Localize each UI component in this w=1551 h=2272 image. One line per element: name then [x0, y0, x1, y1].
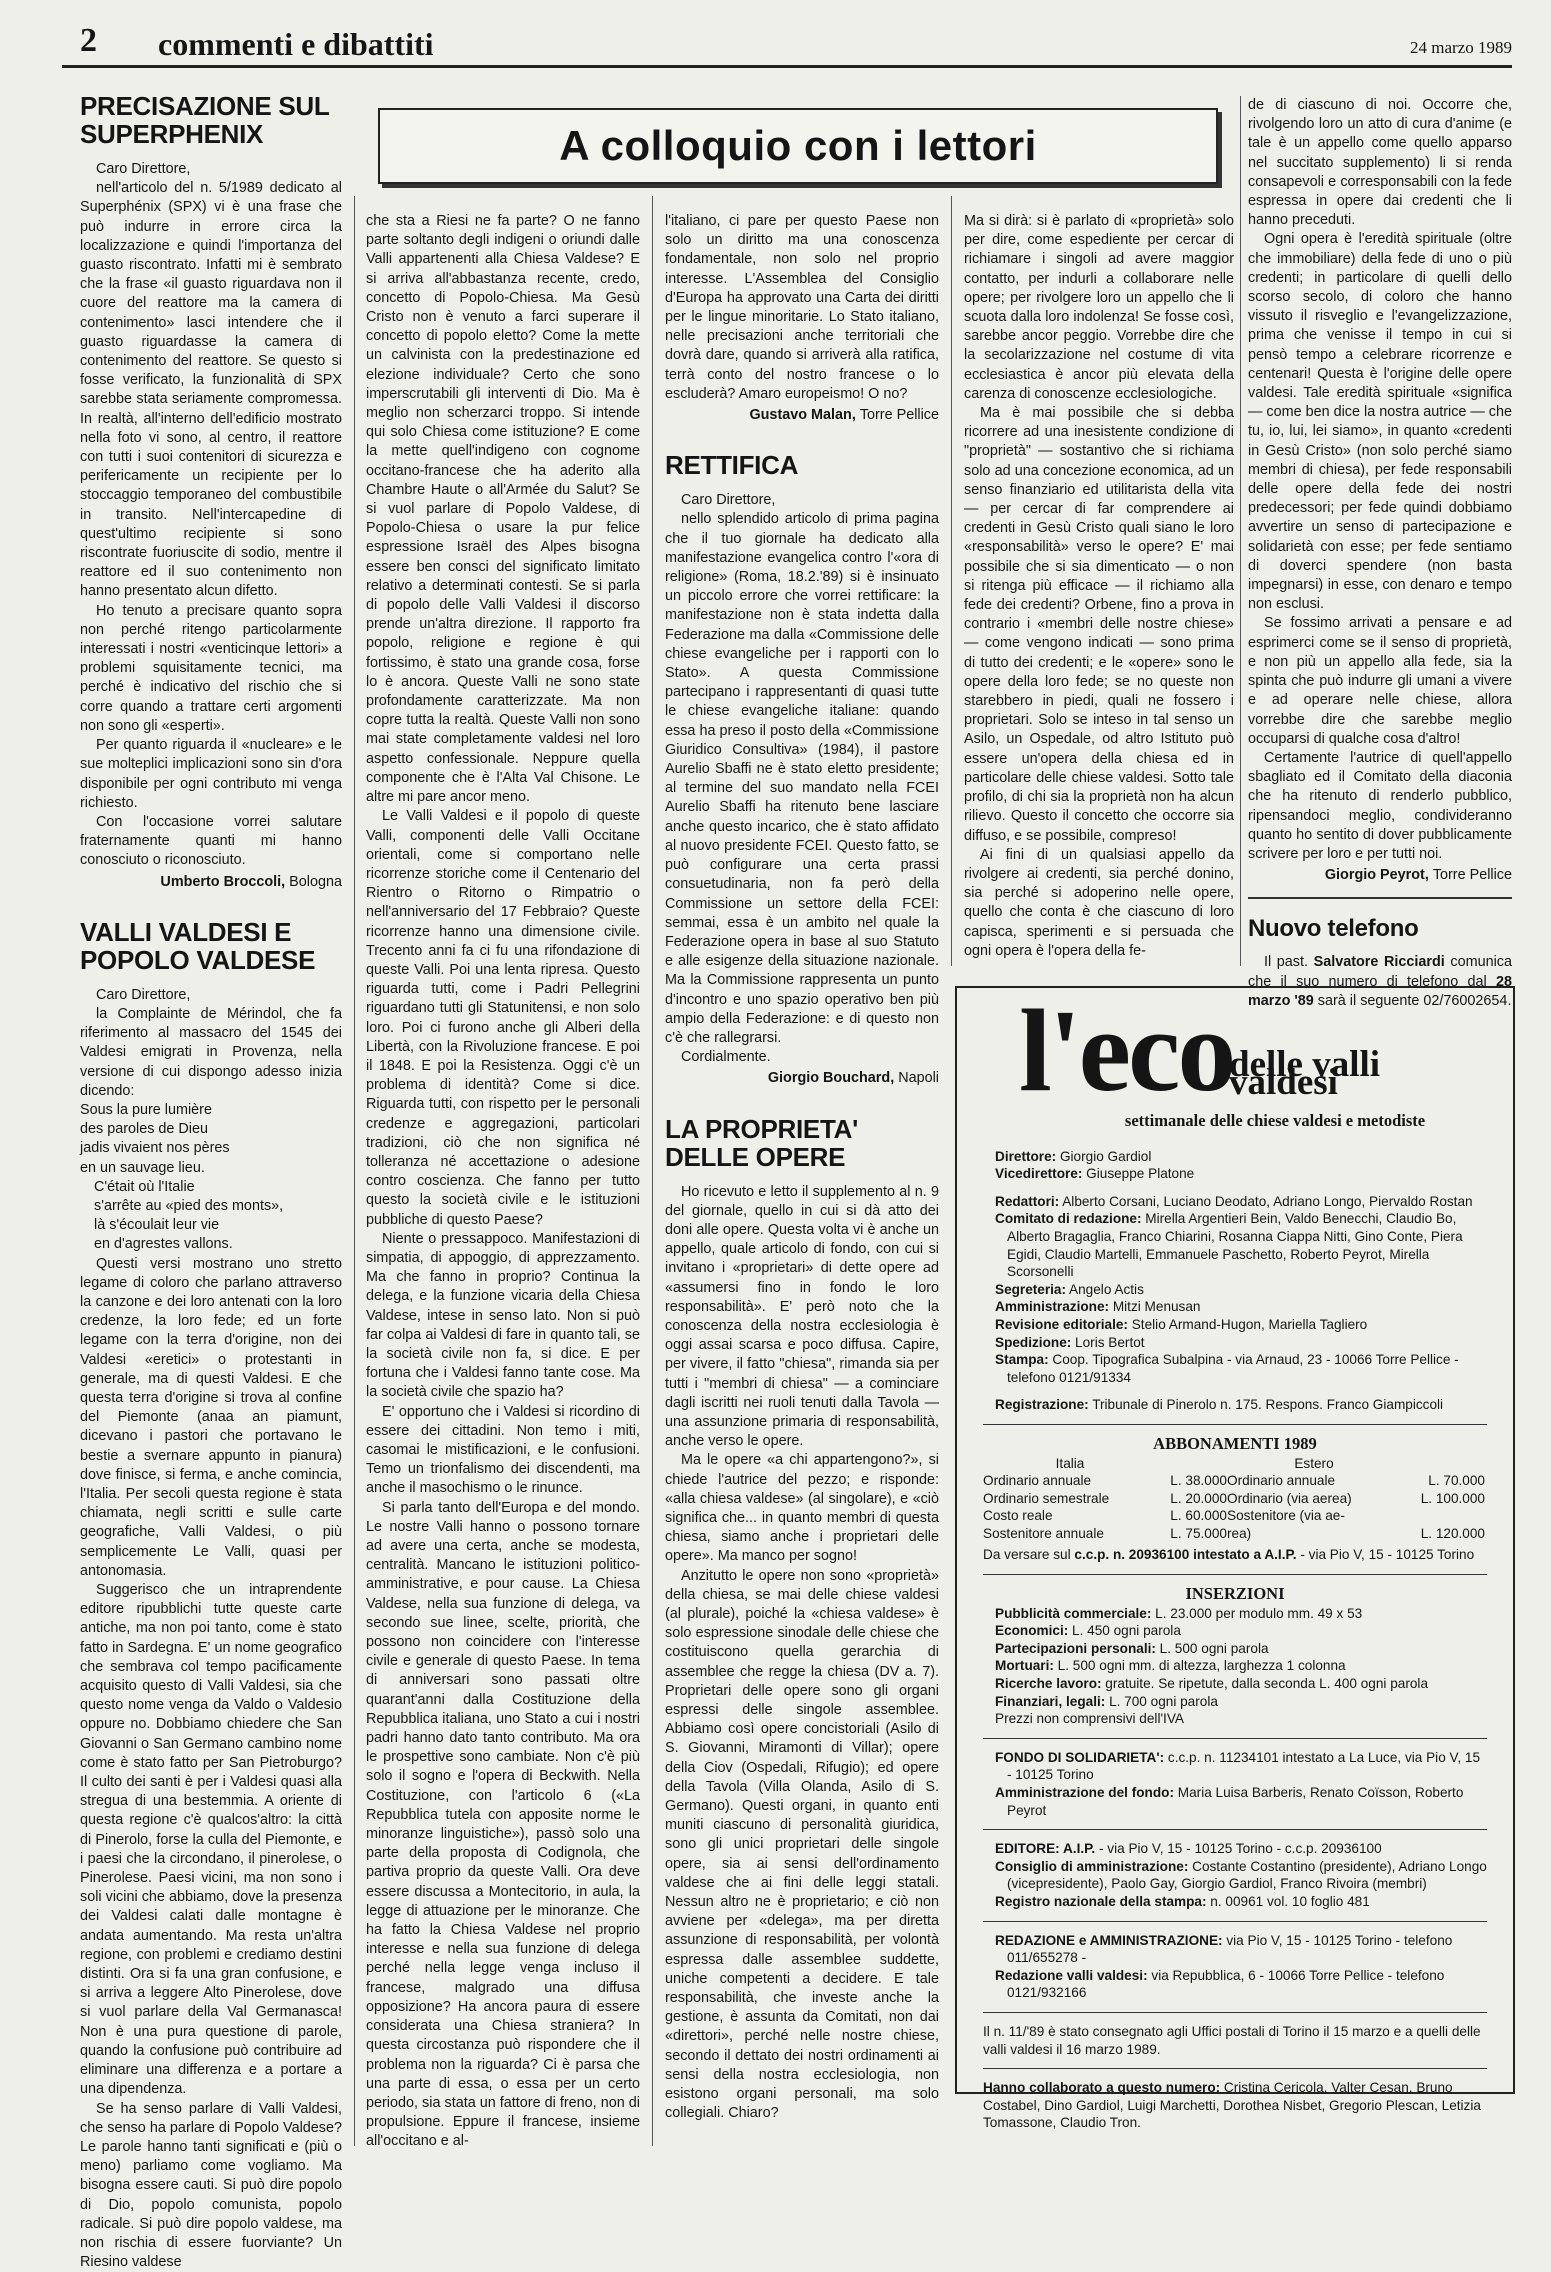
divider: [983, 1424, 1487, 1425]
info-value: via Pio V, 15 - 10125 Torino - telefono 011/655278 -: [1007, 1933, 1452, 1966]
subscription-cell: Sostenitore annuale: [983, 1525, 1157, 1543]
info-label: Vicedirettore:: [995, 1166, 1082, 1181]
article-body-valli-continued: [366, 212, 640, 2152]
paragraph: Le Valli Valdesi e il popolo di queste Valli, componenti delle Valli Occitane orientali, come si comportano nelle ricorrenze storiche come il Centenario del Rientro o Ritorno o Rimpatrio o nell'anniversario del 17 Febbraio? Queste ricorrenze hanno una dimensione civile. Trecento anni fa ci fu una rifondazione di queste Valli. Poi una lenta ripresa. Questo riguarda tutti, come i Padri Pellegrini riguardano tutti gli Statunitensi, e non solo loro. Poi ci furono anche gli Alberi della Libertà, con la Rivoluzione francese. E poi il 1848. E poi la Resistenza. Oggi c'è un problema di identità? Come si dice. Riguarda tutti, con rispetto per le personali credenze e aggregazioni, particolari tradizioni, ciò che non significa né tolleranza né accettazione o adesione contro coscienza. Che fanno per tutto questo la società civile e le istituzioni pubbliche di questo Paese?: [366, 807, 640, 1229]
paragraph: Suggerisco che un intraprendente editore ripubblichi tutte queste carte antiche, ma non poi tanto, come è stato fatto in Sardegna. E' un nome geografico che sembrava col tempo pacificamente acquisito questo di Valli Valdesi, sia che questo nome venga da Valdo o Valdesio oppure no. Dobbiamo chiedere che San Giovanni o San Germano cambino nome come è stato fatto per San Pietroburgo? Il culto dei santi è per i Valdesi quasi alla stregua di una bestemmia. A oriente di questa regione c'è qualcos'altro: la città di Pinerolo, forse la culla del Piemonte, e i paesi che la circondano, il pinerolese, o Pinerolese. Paesi vicini, ma non sono i soli vicini che abbiamo, dove la presenza dei Valdesi calati dalle montagne è andata aumentando. Ma resta un'altra regione, con problemi e crediamo destini distinti. Ora si fa una gran confusione, e si arriva a leggere Alto Pinerolese, dove si vuol parlare della Val Germanasca! Non è una pura questione di parole, quando la confusione può contribuire ad eliminare una differenza e a portare a una dipendenza.: [80, 1581, 342, 2099]
poem-line: en d'agrestes vallons.: [80, 1235, 342, 1254]
info-row: [995, 1210, 1487, 1280]
subscription-cell: L. 100.000: [1401, 1490, 1485, 1508]
subscription-cell: Ordinario annuale: [983, 1472, 1157, 1490]
info-value: Prezzi non comprensivi dell'IVA: [995, 1711, 1184, 1726]
paragraph: Si parla tanto dell'Europa e del mondo. Le nostre Valli hanno o possono tornare ad avere una certa, anche se modesta, centralità. Mancano le istituzioni politico-amministrative, e pour cause. La Chiesa Valdese, nella sua funzione di delega, va secondo sue linee, scelte, priorità, che possono non coincidere con l'interesse civile e generale di questo Paese. In tema di anniversari sono passati oltre quarant'anni dalla Costituzione della Repubblica italiana, uno Stato a cui i nostri padri hanno dato tanto contributo. Ma ora le prospettive sono cambiate. Non c'è più solo il sogno e l'opera di Beckwith. Nella Costituzione, con l'articolo 6 («La Repubblica tutela con apposite norme le minoranze linguistiche»), passò solo una parte della proposta di Codignola, che partiva proprio da queste Valli. Ora deve essere discussa a Montecitorio, in aula, la legge di attuazione per le minoranze. Che ha fatto la Chiesa Valdese nel proprio interesse e nella sua funzione di delega perché nella legge venga incluso il francese, malgrado una diffusa opposizione? Ha ancora paura di essere considerata una Chiesa straniera? In questa circostanza può rispondere che il problema non la riguarda? Ci è parsa che una parte di essa, o essa per un certo periodo, sia stata un fattore di freno, non di propulsione. Eppure il francese, insieme all'occitano e al-: [366, 1499, 640, 2152]
article-body-proprieta-continued: [964, 212, 1234, 961]
abbonamenti-title: ABBONAMENTI 1989: [983, 1435, 1487, 1453]
telefono-text: sarà il seguente 02/76002654.: [1314, 993, 1512, 1009]
signature-place: Napoli: [898, 1070, 939, 1086]
subscription-table: [983, 1455, 1487, 1543]
info-value: Maria Luisa Barberis, Renato Coïsson, Roberto Peyrot: [1007, 1785, 1463, 1818]
salutation: Caro Direttore,: [80, 160, 342, 179]
signature: Giorgio Bouchard, Napoli: [665, 1069, 939, 1088]
logo-main: l'eco: [1019, 992, 1233, 1110]
fondo-info: [983, 1749, 1487, 1819]
info-row: [995, 1165, 1487, 1183]
poem-line: en un sauvage lieu.: [80, 1159, 342, 1178]
info-label: Registro nazionale della stampa:: [995, 1894, 1207, 1909]
article-title-rettifica: RETTIFICA: [665, 451, 939, 479]
paragraph: Niente o pressappoco. Manifestazioni di simpatia, di appoggio, di apprezzamento. Ma che fanno in proprio? Continua la delega, e la funzione vicaria della Chiesa Valdese, intese in senso lato. Non si può far colpa ai Valdesi di fare in quanto tali, se la società civile non fa, si dice. E per fortuna che i Valdesi fanno tante cose. Ma la società civile che spazio ha?: [366, 1230, 640, 1403]
subscription-cell: Costo reale: [983, 1507, 1157, 1525]
info-value: Coop. Tipografica Subalpina - via Arnaud, 23 - 10066 Torre Pellice - telefono 0121/91334: [1007, 1352, 1459, 1385]
divider: [983, 1829, 1487, 1830]
info-label: Partecipazioni personali:: [995, 1641, 1156, 1656]
salutation: Caro Direttore,: [80, 986, 342, 1005]
issue-date: 24 marzo 1989: [1410, 38, 1512, 58]
collaborators-list: Cristina Cericola, Valter Cesan, Bruno Costabel, Dino Gardiol, Luigi Marchetti, Dorothea Nisbet, Gregorio Plescan, Letizia Tomassone, Claudio Tron.: [983, 2080, 1481, 2130]
article-body-valli-end: [665, 212, 939, 404]
info-row: [995, 1675, 1487, 1693]
subscription-cell: Sostenitore (via ae-: [1227, 1507, 1401, 1525]
article-body-proprieta: [665, 1183, 939, 2124]
info-label: Mortuari:: [995, 1658, 1054, 1673]
info-row: [995, 1657, 1487, 1675]
signature-place: Torre Pellice: [860, 407, 939, 423]
paragraph: Per quanto riguarda il «nucleare» e le sue molteplici implicazioni sono sin d'ora disponibile per ogni contributo mi venga richiesto.: [80, 736, 342, 813]
collaborators-label: Hanno collaborato a questo numero:: [983, 2080, 1220, 2095]
payment-info: [983, 1546, 1487, 1564]
paragraph: Ho ricevuto e letto il supplemento al n. 9 del giornale, quello in cui si dà atto dei doni alle opere. Questa volta vi è anche un appello, quale articolo di fondo, con cui si invitano i «proprietari» di dette opere ad «assumersi fino in fondo le loro responsabilità». E' però noto che la conoscenza della nostra ecclesiologia è oggi assai scarsa e poco diffusa. Capire, per vivere, il fatto "chiesa", rimanda sia per tutti i "membri di chiesa" — a cominciare dagli iscritti nei ruoli tenuti dalla Tavola — una assunzione primaria di responsabilità, anche verso le opere.: [665, 1183, 939, 1452]
rubric-title: A colloquio con i lettori: [559, 122, 1037, 170]
paragraph: Cordialmente.: [665, 1048, 939, 1067]
signature: Giorgio Peyrot, Torre Pellice: [1248, 866, 1512, 885]
salutation: Caro Direttore,: [665, 491, 939, 510]
column-4: [964, 212, 1234, 964]
page-header: [62, 22, 1512, 68]
subscription-cell: L. 75.000: [1157, 1525, 1227, 1543]
divider: [983, 1921, 1487, 1922]
info-label: Redattori:: [995, 1194, 1059, 1209]
subscription-cell: L. 70.000: [1401, 1472, 1485, 1490]
paragraph: l'italiano, ci pare per questo Paese non solo un diritto ma una conoscenza fondamentale, non solo nel proprio interesse. L'Assemblea del Consiglio d'Europa ha approvato una Carta dei diritti per le lingue minoritarie. Lo Stato italiano, nelle precisazioni anche territoriali che dovrà dare, quando si arriverà alla ratifica, terrà conto del nostro francese o lo escluderà? Amaro europeismo! O no?: [665, 212, 939, 404]
article-body-rettifica: [665, 510, 939, 1067]
info-row: [995, 1316, 1487, 1334]
info-row: [995, 1858, 1487, 1893]
info-value: via Repubblica, 6 - 10066 Torre Pellice - telefono 0121/932166: [1007, 1968, 1444, 2001]
article-body-superphenix: [80, 179, 342, 870]
paragraph: de di ciascuno di noi. Occorre che, rivolgendo loro un atto di cura d'anime (e tale è un appello come quello apparso nel succitato supplemento) li si renda consapevoli e corresponsabili con la fede espressa in opere dai credenti che li hanno preceduti.: [1248, 96, 1512, 230]
ads-rates: [983, 1605, 1487, 1728]
collaborators: [983, 2079, 1487, 2132]
info-value: gratuite. Se ripetute, dalla seconda L. 400 ogni parola: [1102, 1676, 1428, 1691]
subscription-cell: Ordinario (via aerea): [1227, 1490, 1401, 1508]
column-5: [1248, 96, 1512, 964]
info-value: Costante Costantino (presidente), Adriano Longo (vicepresidente), Paolo Gay, Giorgio Gardiol, Franco Rivoira (membri): [1007, 1859, 1487, 1892]
divider: [983, 1574, 1487, 1575]
article-title-proprieta: LA PROPRIETA' DELLE OPERE: [665, 1115, 939, 1171]
info-label: Stampa:: [995, 1352, 1049, 1367]
info-value: Tribunale di Pinerolo n. 175. Respons. Franco Giampiccoli: [1089, 1397, 1443, 1412]
info-row: [995, 1622, 1487, 1640]
info-row: [995, 1932, 1487, 1967]
paragraph: che sta a Riesi ne fa parte? O ne fanno parte soltanto degli indigeni o oriundi dalle Valli appartenenti alla Chiesa Valdese? E si arriva all'abbastanza recente, credo, concetto di Popolo-Chiesa. Ma Gesù Cristo non è venuto a farci superare il concetto di popolo eletto? Come la mette un calvinista con la predestinazione ed elezione individuale? Certo che sono imperscrutabili gli interventi di Dio. Ma è meglio non scherzarci troppo. Si intende qui solo Chiesa come istituzione? E come la mette quell'indigeno con cognome occitano-francese che ha aderito alla Chambre Haute o all'Armée du Salut? Se si vuol parlare di Popolo Valdese, di Popolo-Chiesa o usare la pur felice espressione Israël des Alpes bisogna essere ben consci del significato limitato relativo a determinati contesti. Se si parla di popolo delle Valli Valdesi il discorso prende un'altra direzione. Il rapporto fra popolo, religione e regione è qui fortissimo, è stato una grande cosa, forse lo è ancora. Queste Valli ne sono state profondamente caratterizzate. Ma non copre tutta la realtà. Queste Valli non sono mai state completamente valdesi nel loro aspetto confessionale. Neppure quella componente che è l'Alta Val Chisone. Le altre mi pare ancor meno.: [366, 212, 640, 807]
info-row: [995, 1893, 1487, 1911]
poem-line: là s'écoulait leur vie: [80, 1216, 342, 1235]
column-rule: [1240, 96, 1241, 966]
newspaper-logo: [983, 998, 1487, 1110]
divider: [983, 1738, 1487, 1739]
poem-line: Sous la pure lumière: [80, 1101, 342, 1120]
signature-name: Gustavo Malan: [749, 407, 851, 423]
info-value: Angelo Actis: [1066, 1282, 1144, 1297]
column-rule: [652, 196, 653, 2146]
article-intro: la Complainte de Mérindol, che fa riferimento al massacro del 1545 dei Valdesi emigrati in Provenza, nella versione di cui dispongo adesso inizia dicendo:: [80, 1005, 342, 1101]
info-value: L. 500 ogni parola: [1156, 1641, 1269, 1656]
paragraph: nell'articolo del n. 5/1989 dedicato al Superphénix (SPX) vi è una frase che può indurre in errore circa la localizzazione e quindi l'importanza del guasto riscontrato. Infatti mi è sembrato che la frase «il guasto riguardava non il cuore del reattore ma la camera di contenimento» lasci intendere che il guasto riguardasse la camera di contenimento del reattore. Se questo si fosse verificato, la funzionalità di SPX sarebbe stata seriamente compromessa. In realtà, all'interno dell'edificio mostrato nella foto vi sono, al centro, il reattore con tutti i suoi contenitori di sicurezza e perifericamente un recipiente per lo stoccaggio temporaneo del combustibile in transito. Nell'intercapedine di quest'ultimo recipiente si sono riscontrate fuoriuscite di sodio, mentre il reattore ed il suo contenimento non hanno presentato alcun difetto.: [80, 179, 342, 601]
info-value: Mitzi Menusan: [1109, 1299, 1200, 1314]
info-label: Redazione valli valdesi:: [995, 1968, 1148, 1983]
info-label: Finanziari, legali:: [995, 1694, 1105, 1709]
info-value: L. 450 ogni parola: [1068, 1623, 1181, 1638]
info-row: [995, 1351, 1487, 1386]
info-label: Pubblicità commerciale:: [995, 1606, 1151, 1621]
info-value: - via Pio V, 15 - 10125 Torino - c.c.p. 20936100: [1095, 1841, 1381, 1856]
info-label: Revisione editoriale:: [995, 1317, 1128, 1332]
info-row: [995, 1298, 1487, 1316]
info-value: L. 23.000 per modulo mm. 49 x 53: [1151, 1606, 1362, 1621]
info-label: Economici:: [995, 1623, 1068, 1638]
subscription-cell: [1401, 1507, 1485, 1525]
info-value: Giorgio Gardiol: [1056, 1149, 1151, 1164]
subscription-header: Estero: [1227, 1455, 1401, 1473]
subscription-cell: Ordinario annuale: [1227, 1472, 1401, 1490]
info-value: Loris Bertot: [1071, 1335, 1144, 1350]
signature-place: Bologna: [289, 874, 342, 890]
info-label: Comitato di redazione:: [995, 1211, 1142, 1226]
paragraph: Ho tenuto a precisare quanto sopra non perché ritengo particolarmente interessati i nostri «venticinque lettori» a problemi squisitamente tecnici, ma perché è indicativo del rischio che si corre quando a trattare certi argomenti non sono gli «esperti».: [80, 602, 342, 736]
info-row: [995, 1840, 1487, 1858]
info-label: Segreteria:: [995, 1282, 1066, 1297]
staff-list: [983, 1148, 1487, 1414]
editore-info: [983, 1840, 1487, 1910]
posting-notice: Il n. 11/'89 è stato consegnato agli Uffici postali di Torino il 15 marzo e a quelli delle valli valdesi il 16 marzo 1989.: [983, 2023, 1487, 2058]
paragraph: Anzitutto le opere non sono «proprietà» della chiesa, se mai delle chiese valdesi (al plurale), poiché la «chiesa valdese» è solo espressione sinodale delle chiese che costituiscono quella gerarchia di assemblee che regge la chiesa (DV a. 7). Proprietari delle opere sono gli organi espressi delle singole assemblee. Abbiamo così opere concistoriali (Asilo di S. Giovanni, Miramonti di Villar); opere della Ciov (Ospedali, Rifugio); ed opere della Tavola (Villa Olanda, Asilo di S. Germano). Questi organi, in quanto enti muniti ciascuno di personalità giuridica, sono gli unici proprietari delle singole opere, sia ai sensi dell'ordinamento valdese che ai fini delle leggi statali. Nessun altro ne è proprietario; e ciò non avviene per «delega», ma per diretta assunzione di responsabilità, per volontà espressa dalle assemblee suddette, uniche competenti a decidere. E tale responsabilità, che investe anche la gestione, è assunta da Comitati, non dai «direttori», perché nelle nostre chiese, secondo il dettato dei nostri ordinamenti ai sensi della nostra ecclesiologia, non esistono organi personali, ma solo collegiali. Chiaro?: [665, 1567, 939, 2124]
column-rule: [951, 196, 952, 966]
info-label: Direttore:: [995, 1149, 1056, 1164]
signature-place: Torre Pellice: [1433, 867, 1512, 883]
subscription-header: Italia: [983, 1455, 1157, 1473]
info-row: [995, 1148, 1487, 1166]
info-label: FONDO DI SOLIDARIETA':: [995, 1750, 1164, 1765]
column-1: [80, 92, 342, 2147]
paragraph: Ogni opera è l'eredità spirituale (oltre che immobiliare) della fede di uno o più credenti; in particolare di quelli dello scorso secolo, di coloro che hanno vissuto il risveglio e l'evangelizzazione, prima che venisse il tempo in cui si pensò tempo a celebrare ricorrenze e centenari! Questa è l'origine delle opere valdesi. Tale eredità spirituale «significa — come ben dice la nostra autrice — che tu, io, lui, lei siamo», in quanto «credenti in Gesù Cristo» (non solo perché siamo membri di chiesa), per fede responsabili delle opere della fede dei nostri predecessori; per fede quindi dobbiamo avvertire un senso di partecipazione e solidarietà con esse; per fede sentiamo di doverci spendere (non basta impegnarsi) in esse, con denaro e tempo non esclusi.: [1248, 230, 1512, 614]
info-row: [995, 1784, 1487, 1819]
subscription-cell: L. 120.000: [1401, 1525, 1485, 1543]
telefono-name: Salvatore Ricciardi: [1314, 954, 1445, 970]
payment-text: - via Pio V, 15 - 10125 Torino: [1297, 1547, 1475, 1562]
tagline: settimanale delle chiese valdesi e metodiste: [1063, 1112, 1487, 1130]
signature-name: Giorgio Bouchard: [768, 1070, 890, 1086]
poem-line: C'était où l'Italie: [80, 1178, 342, 1197]
paragraph: E' opportuno che i Valdesi si ricordino di essere dei cittadini. Non temo i miti, casomai le mistificazioni, e le confusioni. Temo un trionfalismo dei discendenti, ma anche il masochismo o le rinunce.: [366, 1403, 640, 1499]
payment-text: Da versare sul: [983, 1547, 1074, 1562]
info-row: [995, 1334, 1487, 1352]
info-label: Consiglio di amministrazione:: [995, 1859, 1188, 1874]
info-label: Spedizione:: [995, 1335, 1071, 1350]
paragraph: Ai fini di un qualsiasi appello da rivolgere ai credenti, sia perché donino, sia perché si adoperino nelle opere, quello che conta è che ciascuno di loro capisca, sperimenti e si persuada che ogni opera è l'opera della fe-: [964, 846, 1234, 961]
paragraph: nello splendido articolo di prima pagina che il tuo giornale ha dedicato alla manifestazione evangelica contro l'«ora di religione» (Roma, 18.2.'89) si è insinuato un piccolo errore che vorrei rettificare: la manifestazione non è stata indetta dalla Federazione ma dalla «Commissione delle chiese evangeliche per i rapporti con lo Stato». A questa Commissione partecipano i rappresentanti di quasi tutte le chiese evangeliche italiane: quando essa ha preso il posto della «Commissione Giuridico Consultiva» (1984), il pastore Aurelio Sbaffi ne è stato eletto presidente; al termine del suo mandato nella FCEI Aurelio Sbaffi ha ritenuto bene lasciare anche questo incarico, che è stato affidato al nuovo presidente FCEI. Questo fatto, se può configurare una certa prassi consuetudinaria, non fa però della Commissione un settore della FCEI: semmai, essa è un ambito nel quale la Federazione opera in base al suo Statuto e alle esigenze della situazione nazionale. Ma la Commissione rappresenta un punto d'incontro e uno spazio operativo ben più ampio della Federazione: e di questo non c'è che rallegrarsi.: [665, 510, 939, 1048]
info-value: Giuseppe Platone: [1082, 1166, 1194, 1181]
signature: Umberto Broccoli, Bologna: [80, 873, 342, 892]
column-3: [665, 212, 939, 2147]
poem-line: s'arrête au «pied des monts»,: [80, 1197, 342, 1216]
info-row: [995, 1693, 1487, 1711]
column-rule: [354, 196, 355, 2146]
info-row: [995, 1396, 1487, 1414]
telefono-text: comunica che il suo numero di telefono dal: [1248, 954, 1512, 989]
payment-account: c.c.p. n. 20936100 intestato a A.I.P.: [1074, 1547, 1296, 1562]
divider: [983, 2068, 1487, 2069]
signature-name: Umberto Broccoli: [160, 874, 281, 890]
poem-verses: [80, 1101, 342, 1255]
logo-rest: delle valli valdesi: [1229, 1056, 1487, 1091]
section-title: commenti e dibattiti: [158, 26, 434, 63]
info-label: Amministrazione:: [995, 1299, 1109, 1314]
column-2: [366, 212, 640, 2147]
page-number: 2: [80, 22, 97, 60]
paragraph: Con l'occasione vorrei salutare fraternamente quanti mi hanno conosciuto o riconosciuto.: [80, 813, 342, 871]
info-row: [995, 1710, 1487, 1728]
paragraph: Questi versi mostrano uno stretto legame di coloro che parlano attraverso la canzone e dei loro antenati con la loro credenze, la loro fede; ed un forte legame con la terra d'origine, non dei Valdesi «eretici» o protestanti in generale, ma di questi Valdesi. E che questa terra d'origine si trova al confine del Piemonte (anaa an piamunt, dicevano i pastori che portavano le bestie a svernare appunto in pianura) dove finisce, si ferma, e anche comincia, l'Italia. Per secoli questa regione è stata chiamata, negli scritti e sulle carte geografiche, Valli Valdesi, o più semplicemente Le Valli, quasi per antonomasia.: [80, 1255, 342, 1581]
info-value: L. 700 ogni parola: [1105, 1694, 1218, 1709]
poem-line: jadis vivaient nos pères: [80, 1139, 342, 1158]
paragraph: Certamente l'autrice di quell'appello sbagliato ed il Comitato della diaconia che ha ritenuto di renderlo pubblico, ripensandoci meglio, condivideranno quanto ho sentito di dover pubblicamente scrivere per loro e per tutti noi.: [1248, 749, 1512, 864]
info-row: [995, 1640, 1487, 1658]
info-label: EDITORE: A.I.P.: [995, 1841, 1095, 1856]
subscription-cell: L. 20.000: [1157, 1490, 1227, 1508]
info-row: [995, 1749, 1487, 1784]
paragraph: Ma è mai possibile che si debba ricorrere ad una inesistente condizione di "proprietà" — sostantivo che si richiama solo ad una concezione economica, ad un senso finanziario ed utilitarista della vita — per cercar di far comprendere ai credenti in Gesù Cristo quali siano le loro «responsabilità» verso le opere? E' mai possibile che si sia dimenticato — o non si ritenga più efficace — il richiamo alla fede dei credenti? Orbene, fino a prova in contrario i «membri delle nostre chiese» — come vengono indicati — sono prima di tutto dei credenti; e le «opere» sono le opere della loro fede; se no queste non starebbero in piedi, quali ne fossero i proprietari. Solo se inteso in tal senso un Asilo, un Ospedale, od altro Istituto può essere un'opera della chiesa ed in particolare delle chiese valdesi. Sotto tale profilo, di chi sia la proprietà non ha alcun rilievo. Questo il concetto che occorre sia diffuso, e se possibile, compreso!: [964, 404, 1234, 846]
info-row: [995, 1967, 1487, 2002]
article-body-proprieta-end: [1248, 96, 1512, 864]
info-label: Amministrazione del fondo:: [995, 1785, 1174, 1800]
divider: [1248, 897, 1512, 899]
telefono-date: 28 marzo '89: [1248, 974, 1512, 1009]
info-value: Stelio Armand-Hugon, Mariella Tagliero: [1128, 1317, 1367, 1332]
divider: [983, 2012, 1487, 2013]
signature-name: Giorgio Peyrot: [1325, 867, 1425, 883]
info-value: Alberto Corsani, Luciano Deodato, Adriano Longo, Piervaldo Rostan: [1059, 1194, 1472, 1209]
paragraph: Ma le opere «a chi appartengono?», si chiede l'autrice del pezzo; e risponde: «alla chiesa valdese» (al singolare), e «ciò significa che... in quanto membri di questa chiesa, siamo anche i proprietari delle opere». Ma manco per sogno!: [665, 1451, 939, 1566]
subscription-cell: rea): [1227, 1525, 1401, 1543]
info-value: Mirella Argentieri Bein, Valdo Benecchi, Claudio Bo, Alberto Bragaglia, Franco Chiarini, Rosanna Ciappa Nitti, Gino Conte, Piera Egidi, Claudio Martelli, Emmanuele Paschetto, Roberto Peyrot, Mirella Scorsonelli: [1007, 1211, 1463, 1279]
info-label: Registrazione:: [995, 1397, 1089, 1412]
inserzioni-title: INSERZIONI: [983, 1585, 1487, 1603]
article-title-valli: VALLI VALDESI E POPOLO VALDESE: [80, 918, 342, 974]
subscription-cell: L. 38.000: [1157, 1472, 1227, 1490]
info-label: Ricerche lavoro:: [995, 1676, 1102, 1691]
rubric-title-box: [378, 108, 1218, 184]
poem-line: des paroles de Dieu: [80, 1120, 342, 1139]
paragraph: Se fossimo arrivati a pensare e ad esprimerci come se il senso di proprietà, e non più un appello alla fede, sia la spinta che può indurre gli umani a vivere e ad operare nelle chiese, allora vorrebbe dire che sarebbe meglio occuparsi di qualche cosa d'altro!: [1248, 614, 1512, 748]
info-label: REDAZIONE e AMMINISTRAZIONE:: [995, 1933, 1223, 1948]
paragraph: Ma si dirà: si è parlato di «proprietà» solo per dire, come espediente per cercar di richiamare i singoli ad avere maggior contatto, per indurli a collaborare nelle opere; per rivolgere loro un appello che li scuota dalla loro indolenza! Se fosse così, sarebbe ancor peggio. Vorrebbe dire che la secolarizzazione nel costume di vita ecclesiastica è ancor più elevata della carenza di conoscenze ecclesiologiche.: [964, 212, 1234, 404]
signature: Gustavo Malan, Torre Pellice: [665, 406, 939, 425]
subscription-cell: Ordinario semestrale: [983, 1490, 1157, 1508]
info-value: L. 500 ogni mm. di altezza, larghezza 1 colonna: [1054, 1658, 1346, 1673]
info-row: [995, 1281, 1487, 1299]
paragraph: Se ha senso parlare di Valli Valdesi, che senso ha parlare di Popolo Valdese? Le parole hanno tanti significati e (più o meno) parliamo come vogliamo. Ma bisogna essere cauti. Si può dire popolo di Dio, popolo comunista, popolo radicale. Si può dire popolo valdese, ma non rischia di essere fuorviante? Un Riesino valdese: [80, 2100, 342, 2272]
masthead-box: [955, 986, 1515, 2094]
subscription-cell: L. 60.000: [1157, 1507, 1227, 1525]
article-title-telefono: Nuovo telefono: [1248, 915, 1512, 943]
telefono-text: Il past.: [1264, 954, 1314, 970]
article-body-valli: [80, 1255, 342, 2272]
info-value: n. 00961 vol. 10 foglio 481: [1207, 1894, 1370, 1909]
info-row: [995, 1193, 1487, 1211]
info-row: [995, 1605, 1487, 1623]
redazione-info: [983, 1932, 1487, 2002]
article-title-superphenix: PRECISAZIONE SUL SUPERPHENIX: [80, 92, 342, 148]
info-value: c.c.p. n. 11234101 intestato a La Luce, via Pio V, 15 - 10125 Torino: [1007, 1750, 1480, 1783]
